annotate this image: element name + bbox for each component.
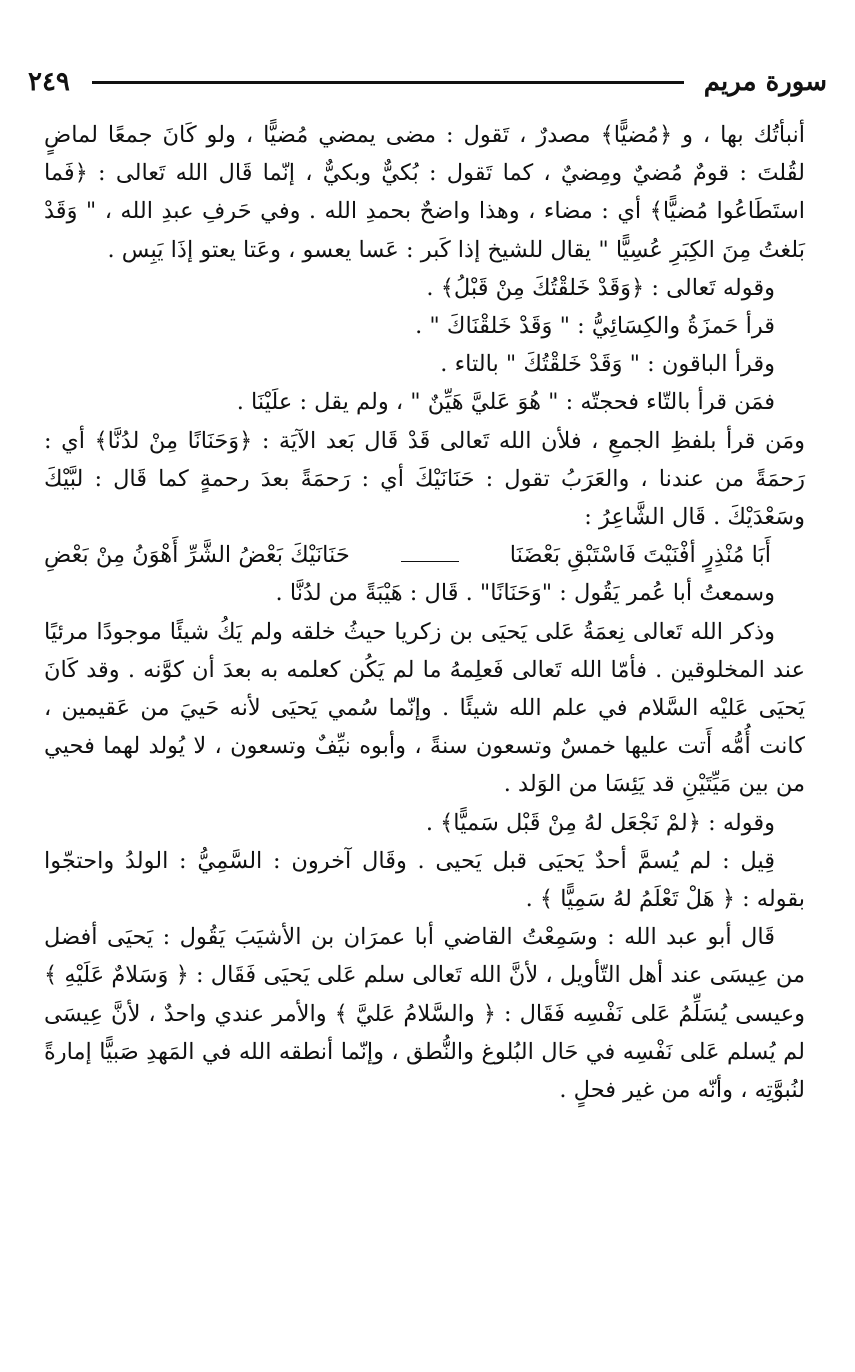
chapter-title: سورة مريم: [703, 67, 827, 97]
page-number: ٢٤٩: [28, 67, 70, 97]
paragraph: وقوله تَعالى : ﴿وَقَدْ خَلقْتُكَ مِنْ قَبْلُ﴾ .: [426, 274, 775, 301]
verse-second-hemistich: حَنَانَيْكَ بَعْضُ الشَّرِّ أَهْوَنُ مِنْ بَعْضِ: [44, 542, 350, 569]
paragraph: وسمعتُ أبا عُمر يَقُول : "وَحَنَانًا" . قَال : هَيْبَةً من لدُنَّا .: [275, 580, 775, 607]
paragraph: وقرأ الباقون : " وَقَدْ خَلقْتُكَ " بالتاء .: [440, 351, 775, 378]
paragraph: قرأ حَمزَةُ والكِسَائِيُّ : " وَقَدْ خَلقْنَاكَ " .: [415, 313, 775, 340]
paragraph: وذكر الله تَعالى نِعمَةُ عَلى يَحيَى بن زكريا حيثُ خلقه ولم يَكُ شيئًا موجودًا مرئيًا عند المخلوقين . فأمّا الله تَعالى فَعلِمهُ ما لم يَكُن كعلمه به بعدَ أن كوَّنه . وقد كَانَ يَحيَى عَليْه السَّلام في علم الله شيئًا . وإنّما سُمي يَحيَى لأنه حَييَ من عَقيمين ، كانت أُمُّه أَتت عليها خمسٌ وتسعون سنةً ، وأبوه نيِّفٌ وتسعون ، لا يُولد لهما فحيي من بين مَيِّتَيْنِ قد يَئِسَا من الوَلد .: [44, 618, 805, 798]
paragraph: ومَن قرأ بلفظِ الجمعِ ، فلأن الله تَعالى قَدْ قَال بَعد الآيَة : ﴿وَحَنَانًا مِنْ لدُنَّا﴾ أي : رَحمَةً من عندنا ، والعَرَبُ تقول : حَنَانَيْكَ أي : رَحمَةً بعدَ رحمةٍ كما قَال : لبَّيْكَ وسَعْدَيْكَ . قَال الشَّاعِرُ :: [44, 427, 805, 531]
paragraph: قَال أبو عبد الله : وسَمِعْتُ القاضي أبا عمرَان بن الأشيَبَ يَقُول : يَحيَى أفضل من عِيسَى عند أهل التّأويل ، لأنَّ الله تَعالى سلم عَلى يَحيَى فَقَال : ﴿ وَسَلامٌ عَلَيْهِ ﴾ وعيسى يُسَلِّمُ عَلى نَفْسِه فَقَال : ﴿ والسَّلامُ عَليَّ ﴾ والأمر عندي واحدٌ ، لأنَّ عِيسَى لم يُسلم عَلى نَفْسِه في حَال البُلوغ والنُّطق ، وإنّما أنطقه الله في المَهدِ صَبيًّا إمارةً لنُبوَّتِه ، وأنّه من غير فحلٍ .: [44, 924, 805, 1104]
verse-first-hemistich: أَبَا مُنْذِرٍ أفْنَيْتَ فَاسْتَبْقِ بَعْضَنَا: [509, 542, 771, 569]
page-header: [28, 62, 827, 102]
paragraph: أنبأتُك بها ، و ﴿مُضيًّا﴾ مصدرٌ ، تَقول : مضى يمضي مُضيًّا ، ولو كَانَ جمعًا لماضٍ لقُلتَ : قومٌ مُضيٌ ومِضيٌ ، كما تَقول : بُكيٌّ وبكيٌّ ، إنّما قَال الله تَعالى : ﴿فَما استَطَاعُوا مُضيًّا﴾ أي : مضاء ، وهذا واضحٌ بحمدِ الله . وفي حَرفِ عبدِ الله ، " وَقَدْ بَلغتُ مِنَ الكِبَرِ عُسِيًّا " يقال للشيخ إذا كَبر : عَسا يعسو ، وعَتا يعتو إذَا يَبِس .: [44, 122, 805, 263]
header-rule: [92, 81, 684, 84]
paragraph: وقوله : ﴿لمْ نَجْعَل لهُ مِنْ قَبْل سَميًّا﴾ .: [425, 809, 775, 836]
paragraph: قِيل : لم يُسمَّ أحدٌ يَحيَى قبل يَحيى . وقَال آخرون : السَّمِيُّ : الولدُ واحتجّوا بقوله : ﴿ هَلْ تَعْلَمُ لهُ سَمِيًّا ﴾ .: [44, 847, 805, 913]
poetry-verse: [44, 536, 805, 574]
paragraph: فمَن قرأ بالتّاء فحجتّه : " هُوَ عَليَّ هَيِّنٌ " ، ولم يقل : علَيْنَا .: [236, 389, 775, 416]
verse-separator: [401, 536, 459, 562]
page-body: [44, 116, 805, 1109]
